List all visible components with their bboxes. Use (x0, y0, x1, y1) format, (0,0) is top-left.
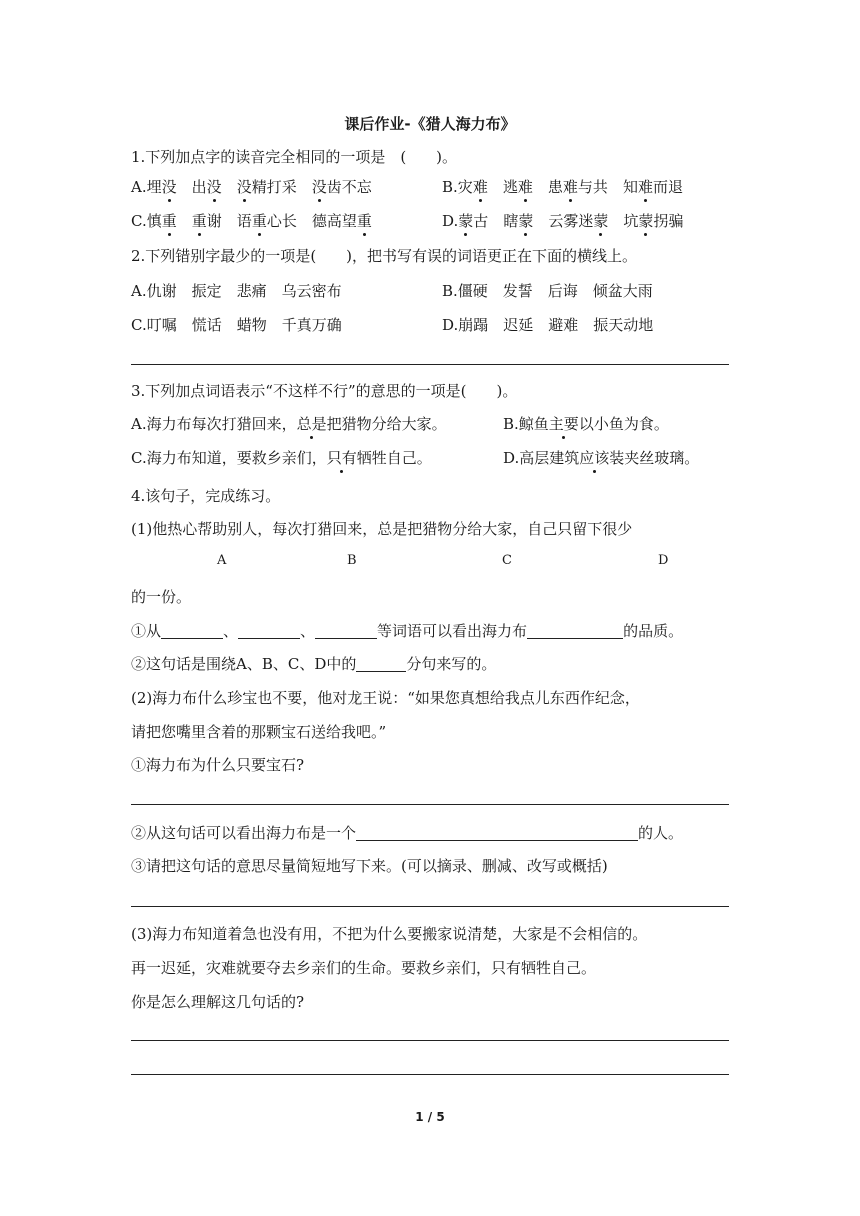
q2-option-b: B.僵硬 发誓 后诲 倾盆大雨 (442, 282, 653, 300)
q3-stem: 3.下列加点词语表示“不这样不行”的意思的一项是( )。 (131, 382, 518, 400)
q4-p3-answer-line-2[interactable] (131, 1074, 729, 1075)
q4-p2-q3-answer-line[interactable] (131, 906, 729, 907)
q4-p2-q3: ③请把这句话的意思尽量简短地写下来。(可以摘录、删减、改写或概括) (131, 857, 608, 875)
q3-a-dot-word: 总是 (296, 415, 327, 433)
q4-p3-answer-line-1[interactable] (131, 1040, 729, 1041)
page-title: 课后作业-《猎人海力布》 (344, 115, 516, 133)
q4-p1-mark-c: C (502, 553, 512, 568)
q4-p2-line2: 请把您嘴里含着的那颗宝石送给我吧。” (131, 723, 387, 741)
blank-1[interactable] (161, 622, 223, 639)
q2-answer-line[interactable] (131, 364, 729, 365)
q1-stem: 1.下列加点字的读音完全相同的一项是 ( )。 (131, 148, 458, 166)
q4-p1-mark-b: B (347, 553, 357, 568)
q2-stem: 2.下列错别字最少的一项是( )，把书写有误的词语更正在下面的横线上。 (131, 247, 638, 265)
q4-p1-mark-d: D (658, 553, 669, 568)
blank-person[interactable] (356, 824, 638, 841)
q4-p1-mark-a: A (217, 553, 227, 568)
q4-p1-q1: ①从 、 、 等词语可以看出海力布 的品质。 (131, 622, 684, 640)
page-number: 1 / 5 (415, 1110, 445, 1124)
q3-option-d: D.高层建筑应该装夹丝玻璃。 (503, 449, 700, 467)
q2-option-a: A.仇谢 振定 悲痛 乌云密布 (131, 282, 342, 300)
blank-3[interactable] (315, 622, 377, 639)
q1-option-b: B.灾难 逃难 患难与共 知难而退 (442, 178, 683, 196)
q4-p1-q2: ②这句话是围绕A、B、C、D中的 分句来写的。 (131, 655, 497, 673)
q4-p3-line2: 再一迟延，灾难就要夺去乡亲们的生命。要救乡亲们，只有牺牲自己。 (131, 959, 597, 977)
q2-option-d: D.崩蹋 迟延 避难 振天动地 (442, 316, 654, 334)
q2-option-c: C.叮嘱 慌话 蜡物 千真万确 (131, 316, 342, 334)
q4-p3-line1: (3)海力布知道着急也没有用，不把为什么要搬家说清楚，大家是不会相信的。 (131, 925, 648, 943)
q3-option-b: B.鲸鱼主要以小鱼为食。 (503, 415, 669, 433)
q4-p2-q1-answer-line[interactable] (131, 804, 729, 805)
q1-option-c: C.慎重 重谢 语重心长 德高望重 (131, 212, 372, 230)
q3-option-a: A.海力布每次打猎回来，总是把猎物分给大家。 (131, 415, 447, 433)
blank-2[interactable] (238, 622, 300, 639)
q4-p1-sentence: (1)他热心帮助别人，每次打猎回来，总是把猎物分给大家，自己只留下很少 (131, 520, 633, 538)
q4-stem: 4.该句子，完成练习。 (131, 487, 281, 505)
q3-option-c: C.海力布知道，要救乡亲们，只有牺牲自己。 (131, 449, 432, 467)
q4-p2-q1: ①海力布为什么只要宝石? (131, 756, 305, 774)
blank-quality[interactable] (527, 622, 623, 639)
q4-p3-q: 你是怎么理解这几句话的? (131, 993, 305, 1011)
q1-option-a: A.埋没 出没 没精打采 没齿不忘 (131, 178, 372, 196)
q4-p1-tail: 的一份。 (131, 588, 192, 606)
q1-option-d: D.蒙古 瞎蒙 云雾迷蒙 坑蒙拐骗 (442, 212, 684, 230)
q4-p2-line1: (2)海力布什么珍宝也不要，他对龙王说：“如果您真想给我点儿东西作纪念， (131, 689, 640, 707)
blank-clause[interactable] (356, 655, 406, 672)
q4-p2-q2: ②从这句话可以看出海力布是一个 的人。 (131, 824, 684, 842)
